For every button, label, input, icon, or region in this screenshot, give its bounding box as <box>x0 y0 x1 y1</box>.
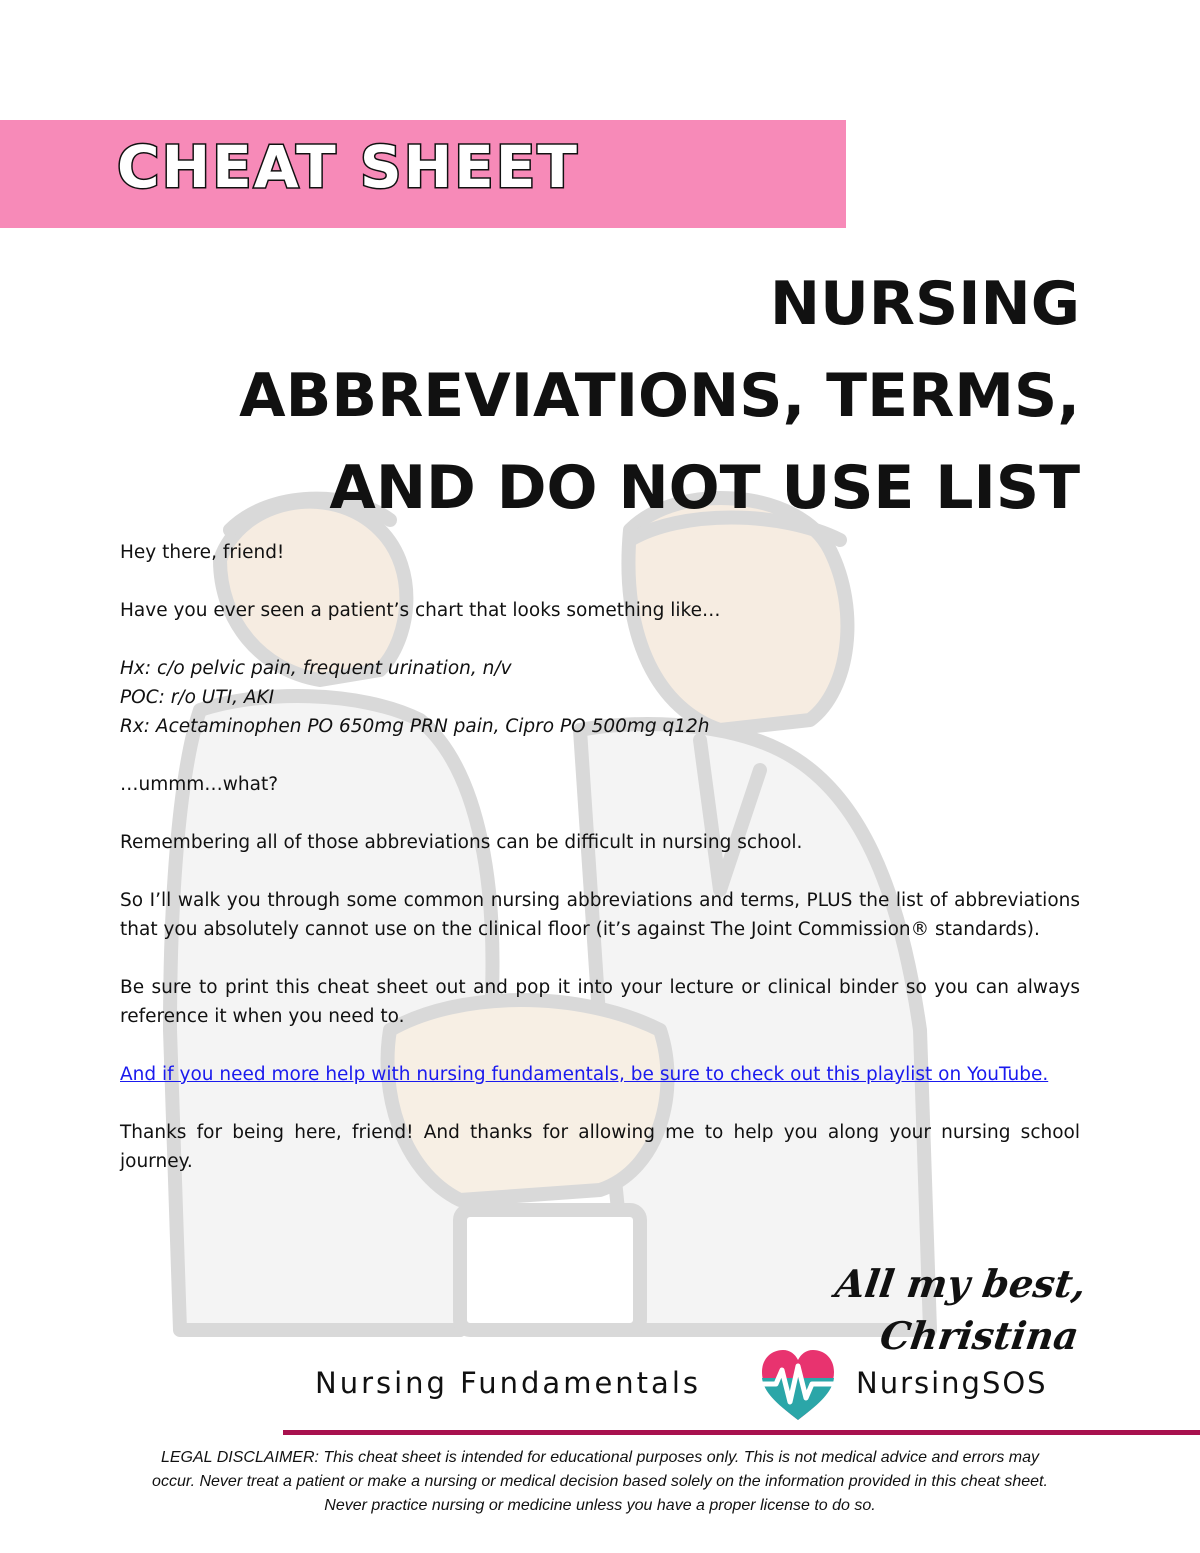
reaction-text: …ummm…what? <box>120 774 279 795</box>
page-title <box>100 258 1080 534</box>
title-line-1: NURSING <box>769 269 1080 339</box>
brand-nursing-fundamentals: Nursing Fundamentals <box>315 1366 701 1400</box>
banner-label: CHEAT SHEET <box>117 133 579 201</box>
chart-line-hx: Hx: c/o pelvic pain, frequent urination, n/v <box>120 658 512 679</box>
signature-name: Christina <box>877 1313 1082 1358</box>
chart-line-poc: POC: r/o UTI, AKI <box>120 687 275 708</box>
intro-text: Have you ever seen a patient’s chart that looks something like… <box>120 600 721 621</box>
title-line-3: AND DO NOT USE LIST <box>329 453 1080 523</box>
walkthrough-text: So I’ll walk you through some common nursing abbreviations and terms, PLUS the list of abbreviations that you absolutely cannot use on the clinical floor (it’s against The Joint Commission® standards). <box>120 890 1080 940</box>
signature-closing: All my best, <box>832 1261 1089 1306</box>
thanks-text: Thanks for being here, friend! And thanks for allowing me to help you along your nursing school journey. <box>120 1122 1080 1172</box>
footer-branding <box>0 1346 1200 1426</box>
youtube-playlist-link[interactable]: And if you need more help with nursing fundamentals, be sure to check out this playlist on YouTube. <box>120 1064 1049 1085</box>
intro-letter <box>120 538 1080 1205</box>
greeting-text: Hey there, friend! <box>120 542 285 563</box>
footer-divider <box>283 1430 1200 1435</box>
brand-nursingsos: NursingSOS <box>856 1366 1048 1400</box>
chart-example <box>120 654 1080 741</box>
heart-pulse-icon <box>758 1346 838 1424</box>
difficulty-text: Remembering all of those abbreviations can be difficult in nursing school. <box>120 832 803 853</box>
title-line-2: ABBREVIATIONS, TERMS, <box>239 361 1080 431</box>
legal-disclaimer: LEGAL DISCLAIMER: This cheat sheet is intended for educational purposes only. This is not medical advice and errors may occur. Never treat a patient or make a nursing or medical decision based solely on the information provided in this cheat sheet. Never practice nursing or medicine unless you have a proper license to do so. <box>152 1449 1048 1514</box>
print-tip-text: Be sure to print this cheat sheet out and pop it into your lecture or clinical binder so you can always reference it when you need to. <box>120 977 1080 1027</box>
chart-line-rx: Rx: Acetaminophen PO 650mg PRN pain, Cipro PO 500mg q12h <box>120 716 710 737</box>
